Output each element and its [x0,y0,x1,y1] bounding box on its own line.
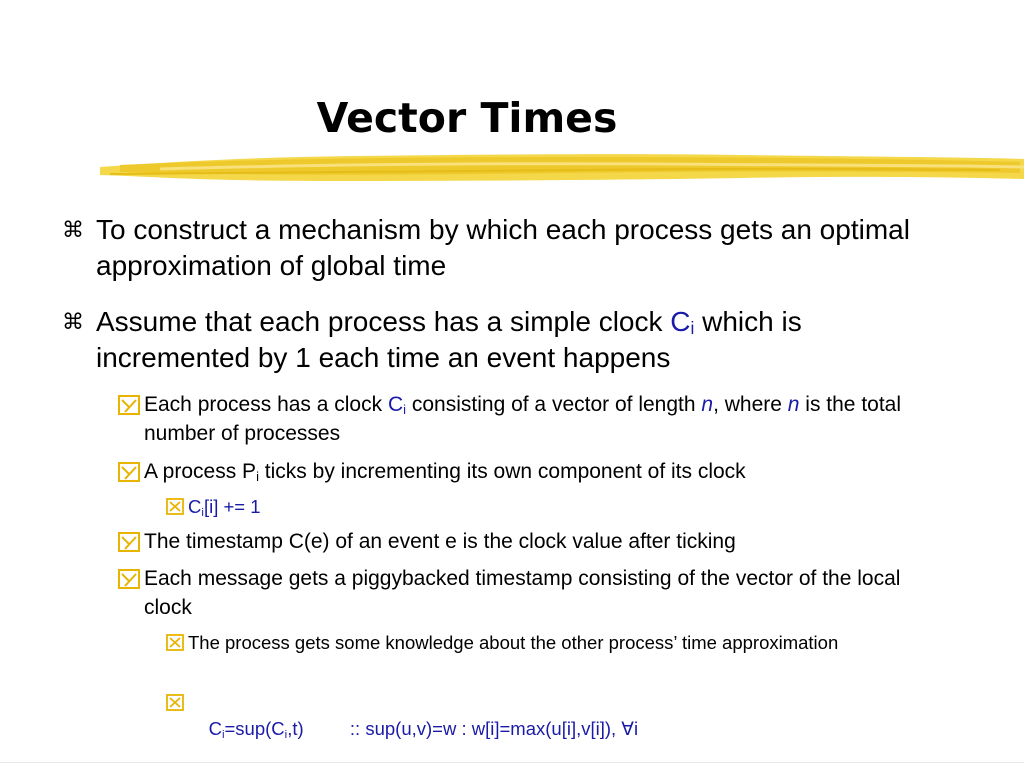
sub-bullet-item [118,390,958,449]
bullet-item [62,212,962,284]
bullet-item [62,304,962,376]
yellow-brush-stroke [100,145,1024,193]
sub-bullet-text: A process $P_i$ ticks by incrementing its own component of its clock [144,460,746,484]
checkbox-y-icon [118,564,144,594]
sub-sub-bullet-text: $C_i[i] += 1$ [188,496,261,519]
command-key-icon: ⌘ [62,309,84,334]
sub-sub-bullet-text: $C_i=sup(C_i,t)$ :: sup(u,v)=w : w[i]=max(u[i],v[i]), ∀i [208,717,639,741]
footer-divider [0,762,1024,763]
sub-bullet-text: Each process has a clock $C_i$ consisting of a vector of length n, where n is the total number of processes [144,393,902,446]
sub-sub-bullet-text: The process gets some knowledge about the other process’ time approximation [188,632,839,653]
sub-sub-bullet-item [166,690,986,768]
checkbox-y-icon [118,457,144,487]
slide-title: Vector Times [316,94,618,142]
bullet-text: Assume that each process has a simple clock $C_i$ which is incremented by 1 each time an event happens [96,306,802,373]
sub-bullet-text: Each message gets a piggybacked timestamp consisting of the vector of the local clock [144,567,901,620]
command-key-icon: ⌘ [62,217,84,242]
sub-sub-bullet-item [166,630,966,656]
checkbox-x-icon [166,630,188,656]
sub-bullet-text: The timestamp C(e) of an event e is the clock value after ticking [144,530,736,553]
checkbox-y-icon [118,390,144,420]
bullet-text: To construct a mechanism by which each process gets an optimal approximation of global time [96,214,910,281]
sub-sub-bullet-item [166,494,966,520]
checkbox-y-icon [118,527,144,557]
checkbox-x-icon [166,494,188,520]
sub-bullet-item [118,457,958,487]
sub-bullet-item [118,564,958,623]
sub-bullet-item [118,527,958,557]
checkbox-x-icon [166,690,188,716]
